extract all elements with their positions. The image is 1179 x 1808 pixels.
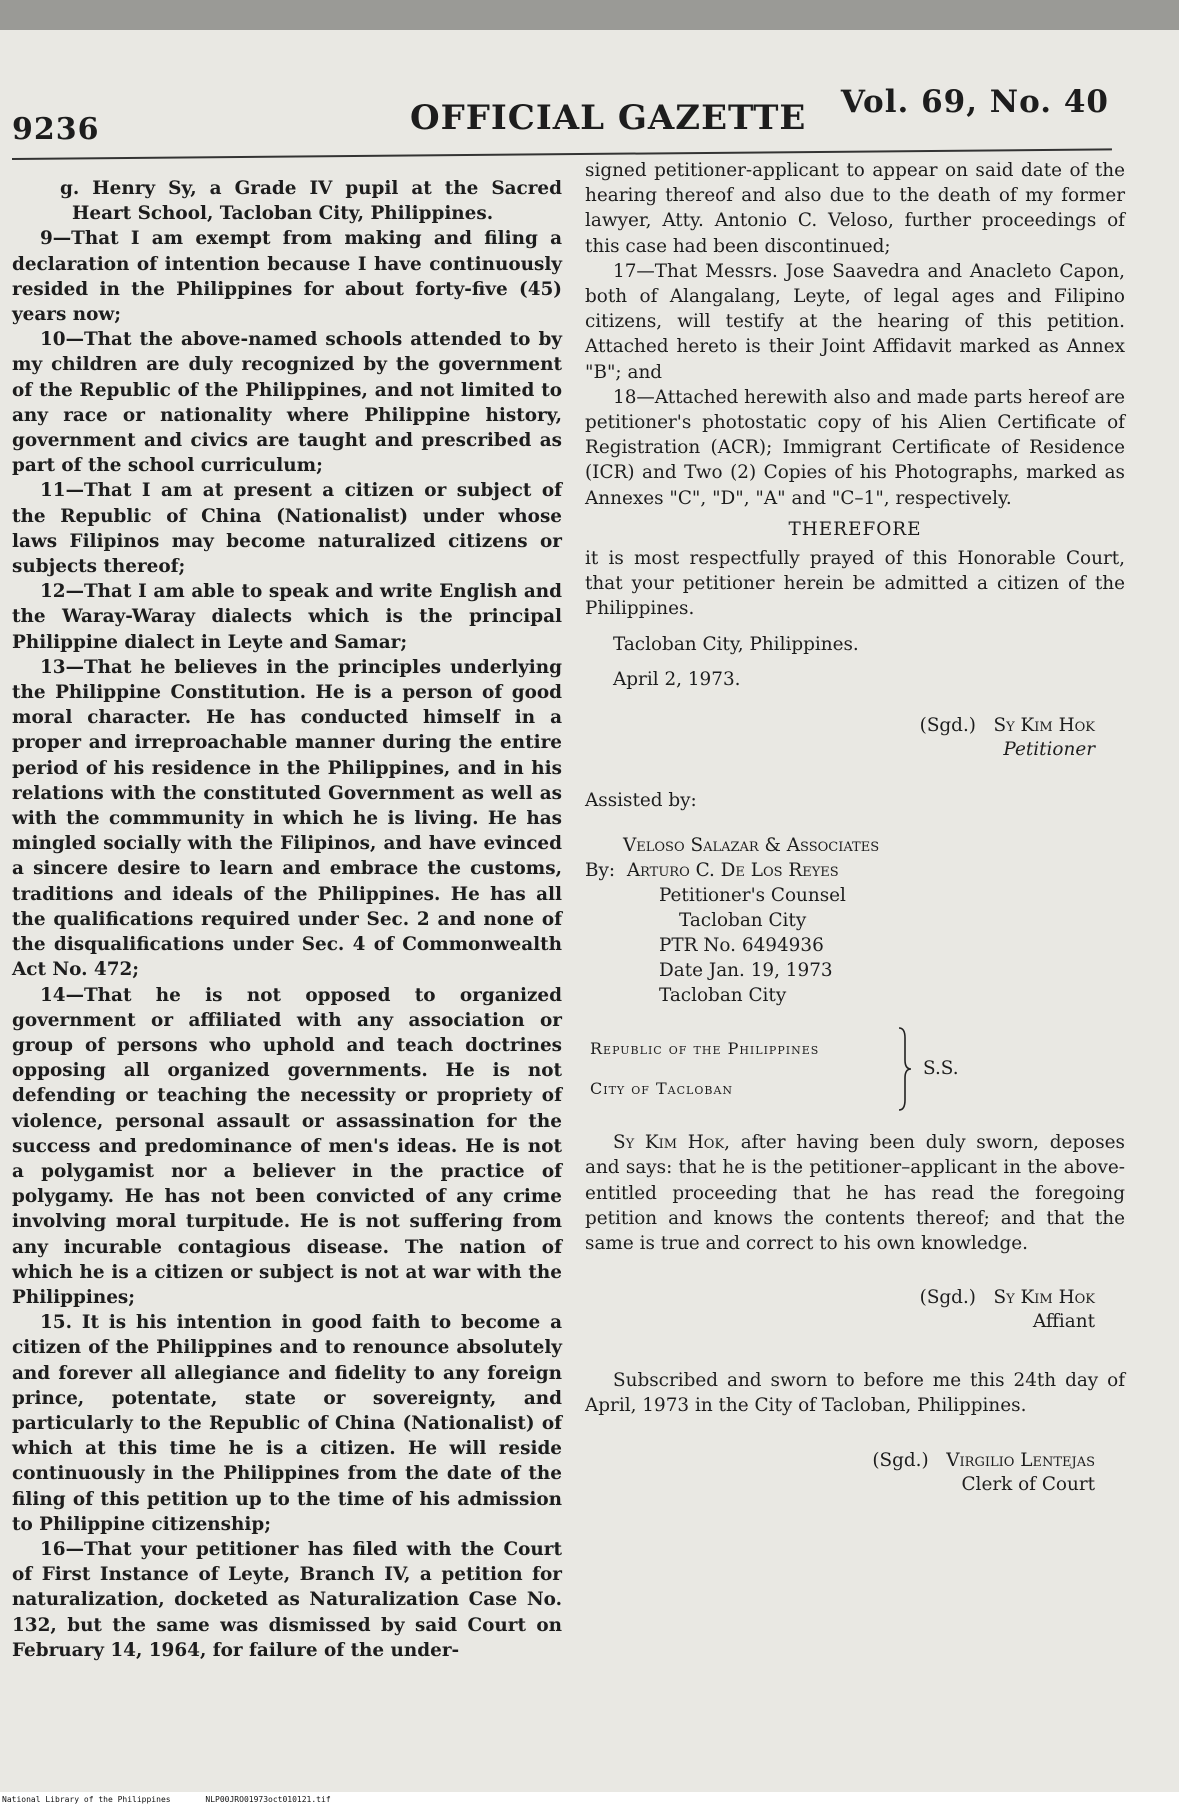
paragraph: 10—That the above-named schools attended to by my children are duly recognized by the government of the Republic of the Philippines, and not limited to any race or nationality where Philippine history, government and civics are taught and prescribed as part of the school curriculum; (12, 329, 562, 477)
left-column (12, 176, 562, 1663)
scan-footer (0, 1792, 1179, 1808)
counsel-name: Arturo C. De Los Reyes (626, 860, 839, 882)
ptr-date: Date Jan. 19, 1973 (659, 960, 833, 982)
signatory-role: Affiant (1032, 1311, 1095, 1333)
affidavit-paragraph (585, 1130, 1125, 1256)
signed-mark: (Sgd.) (919, 715, 976, 737)
paragraph: 15. It is his intention in good faith to become a citizen of the Philippines and to renounce absolutely and forever all allegiance and fidelity to any foreign prince, potentate, state or sovereignty, and particularly to the Republic of China (Nationalist) of which at this time he is a citizen. He will reside continuously in the Philippines from the date of the filing of this petition up to the time of his admission to Philippine citizenship; (12, 1312, 562, 1535)
paragraph: 16—That your petitioner has filed with the Court of First Instance of Leyte, Branch IV, a petition for naturalization, docketed as Naturalization Case No. 132, but the same was dismissed by said Court on February 14, 1964, for failure of the under- (12, 1538, 562, 1661)
venue-republic: Republic of the Philippines (590, 1039, 820, 1059)
therefore-heading: THEREFORE (788, 518, 922, 540)
paragraph: 9—That I am exempt from making and filing a declaration of intention because I have continuously resided in the Philippines for about forty-five (45) years now; (12, 228, 562, 326)
right-column (585, 158, 1125, 1497)
publication-title: OFFICIAL GAZETTE (410, 98, 807, 138)
jurat-paragraph: Subscribed and sworn to before me this 24th day of April, 1973 in the City of Tacloban, Philippines. (585, 1370, 1125, 1417)
brace-icon (897, 1026, 913, 1112)
assisted-by: Assisted by: (585, 790, 697, 812)
law-firm: Veloso Salazar & Associates (623, 835, 880, 857)
date-line: April 2, 1973. (613, 668, 741, 690)
petitioner-signature (585, 714, 1125, 762)
paragraph: 11—That I am at present a citizen or subject of the Republic of China (Nationalist) under whose laws Filipinos may become naturalized citizens or subjects thereof; (12, 480, 562, 578)
signatory-role: Clerk of Court (961, 1473, 1095, 1495)
counsel-city: Tacloban City (679, 910, 807, 932)
signatory-role: Petitioner (1003, 739, 1095, 761)
scan-filename: NLP00JRO01973oct010121.tif (205, 1795, 331, 1804)
page-header (0, 30, 1179, 165)
signatory-name: Virgilio Lentejas (946, 1449, 1095, 1471)
signed-mark: (Sgd.) (872, 1449, 929, 1471)
paragraph: 17—That Messrs. Jose Saavedra and Anacleto Capon, both of Alangalang, Leyte, of legal ages and Filipino citizens, will testify at the hearing of this petition. Attached hereto is their Joint Affidavit marked as Annex "B"; and (585, 260, 1125, 383)
paragraph: 12—That I am able to speak and write English and the Waray-Waray dialects which is the principal Philippine dialect in Leyte and Samar; (12, 581, 562, 653)
paragraph: 18—Attached herewith also and made parts hereof are petitioner's photostatic copy of his Alien Certificate of Registration (ACR); Immigrant Certificate of Residence (ICR) and Two (2) Copies of his Photographs, marked as Annexes "C", "D", "A" and "C–1", respectively. (585, 386, 1125, 509)
paragraph: signed petitioner-applicant to appear on said date of the hearing thereof and also due to the death of my former lawyer, Atty. Antonio C. Veloso, further proceedings of this case had been discontinued; (585, 160, 1125, 257)
signed-mark: (Sgd.) (919, 1287, 976, 1309)
signatory-name: Sy Kim Hok (993, 715, 1095, 737)
clerk-signature (585, 1449, 1125, 1497)
affidavit-text: , after having been duly sworn, deposes and says: that he is the petitioner–applicant in the above-entitled proceeding that he has read the foregoing petition and knows the contents thereof; and that the same is true and correct to his own knowledge. (585, 1132, 1125, 1255)
venue-city: City of Tacloban (590, 1079, 734, 1099)
venue-ss: S.S. (923, 1058, 959, 1080)
by-label: By: (585, 860, 616, 882)
counsel-block (585, 833, 1125, 1008)
counsel-role: Petitioner's Counsel (659, 885, 846, 907)
paragraph: g. Henry Sy, a Grade IV pupil at the Sacred Heart School, Tacloban City, Philippines. (60, 178, 562, 225)
affiant-name: Sy Kim Hok (613, 1132, 725, 1154)
volume-number: Vol. 69, No. 40 (840, 84, 1109, 120)
page-number: 9236 (12, 112, 100, 147)
gazette-page (0, 30, 1179, 1802)
paragraph: 13—That he believes in the principles underlying the Philippine Constitution. He is a person of good moral character. He has conducted himself in a proper and irreproachable manner during the entire period of his residence in the Philippines, and in his relations with the constituted Government as well as with the commmunity in which he is living. He has mingled socially with the Filipinos, and have evinced a sincere desire to learn and embrace the customs, traditions and ideals of the Philippines. He has all the qualifications required under Sec. 2 and none of the disqualifications under Sec. 4 of Commonwealth Act No. 472; (12, 656, 562, 981)
ptr-city: Tacloban City (659, 985, 787, 1007)
paragraph: it is most respectfully prayed of this Honorable Court, that your petitioner herein be admitted a citizen of the Philippines. (585, 548, 1125, 620)
place-line: Tacloban City, Philippines. (613, 633, 859, 655)
affiant-signature (585, 1286, 1125, 1334)
signatory-name: Sy Kim Hok (993, 1287, 1095, 1309)
paragraph: 14—That he is not opposed to organized government or affiliated with any association or group of persons who uphold and teach doctrines opposing all organized governments. He is not defending or teaching the necessity or propriety of violence, personal assault or assassination for the success and predominance of men's ideas. He is not a polygamist nor a believer in the practice of polygamy. He has not been convicted of any crime involving moral turpitude. He is not suffering from any incurable contagious disease. The nation of which he is a citizen or subject is not at war with the Philippines; (12, 984, 562, 1308)
library-credit: National Library of the Philippines (2, 1795, 171, 1804)
ptr-number: PTR No. 6494936 (659, 935, 824, 957)
venue-block (585, 1026, 1125, 1116)
